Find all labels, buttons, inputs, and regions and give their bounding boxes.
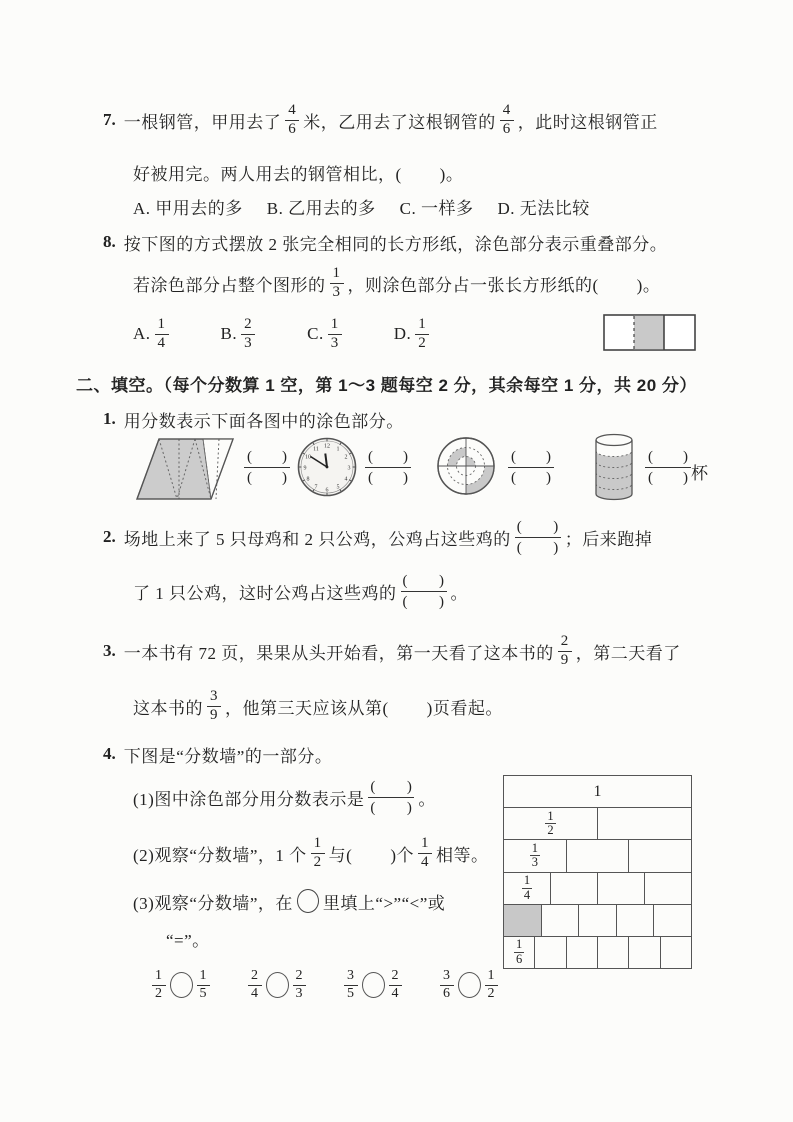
fill-in-circle bbox=[170, 972, 193, 998]
question-7-number: 7. bbox=[103, 110, 116, 129]
option-d: D. 无法比较 bbox=[497, 198, 590, 218]
question-4-line bbox=[103, 740, 332, 768]
option-d: D. $\frac{1}{2}$ bbox=[394, 316, 434, 352]
question-2-number: 2. bbox=[103, 527, 116, 546]
question-4-part-3: (3)观察“分数墙”，在 里填上“>”“<”或 bbox=[133, 886, 445, 916]
fraction-wall-diagram bbox=[503, 775, 692, 969]
question-2-line-2 bbox=[133, 566, 468, 616]
wall-label-1-3: 1 3 bbox=[531, 840, 538, 870]
question-1-number: 1. bbox=[103, 409, 116, 428]
fraction-2-9: $\frac{2}{9}$ bbox=[558, 633, 572, 669]
svg-text:10: 10 bbox=[305, 454, 311, 461]
cup-unit-label: 杯 bbox=[691, 463, 709, 483]
option-c: C. $\frac{1}{3}$ bbox=[307, 316, 346, 352]
question-3-line-1 bbox=[103, 626, 681, 676]
wall-row-6 bbox=[504, 936, 691, 968]
wall-row-3 bbox=[504, 839, 691, 871]
question-7-text: 米，乙用去了这根钢管的 bbox=[303, 112, 496, 132]
answer-blank-fraction: ( ) ( ) bbox=[244, 448, 290, 487]
question-3-text: ，他第三天应该从第( )页看起。 bbox=[225, 698, 503, 718]
comparison-item: $\frac{1}{2}$ $\frac{1}{5}$ bbox=[150, 968, 212, 1001]
answer-blank-fraction: ( ) ( ) bbox=[370, 778, 413, 816]
fraction-comparisons bbox=[150, 962, 500, 1008]
question-2-text: ；后来跑掉 bbox=[564, 529, 653, 549]
svg-text:1: 1 bbox=[336, 446, 340, 453]
wall-row-4 bbox=[504, 872, 691, 904]
answer-blank-fraction: ( ) ( ) bbox=[645, 448, 691, 487]
question-3-number: 3. bbox=[103, 641, 116, 660]
question-7-text: ，此时这根钢管正 bbox=[517, 112, 658, 132]
question-3-line-2 bbox=[133, 681, 503, 731]
question-4-part-2: (2)观察“分数墙”，1 个 $\frac{1}{2}$ 与( )个 $\frac{1}{4}$ 相等。 bbox=[133, 835, 489, 870]
svg-text:11: 11 bbox=[313, 446, 319, 453]
comparison-item: $\frac{3}{6}$ $\frac{1}{2}$ bbox=[438, 968, 500, 1001]
fraction-4-6: $\frac{4}{6}$ bbox=[500, 102, 514, 138]
question-7-options bbox=[133, 192, 590, 220]
option-b: B. 乙用去的多 bbox=[266, 198, 376, 218]
svg-text:5: 5 bbox=[336, 484, 340, 491]
answer-blank-fraction: ( ) ( ) bbox=[402, 572, 445, 610]
svg-text:8: 8 bbox=[306, 476, 310, 483]
question-7-text: 一根钢管，甲用去了 bbox=[123, 112, 282, 132]
wall-label-1-4: 1 4 bbox=[523, 872, 531, 902]
answer-blank-fraction: ( ) ( ) bbox=[516, 518, 559, 556]
wall-row-2 bbox=[504, 807, 691, 839]
svg-text:2: 2 bbox=[344, 454, 348, 461]
question-8-line-2 bbox=[133, 258, 660, 308]
question-8-text: ，则涂色部分占一张长方形纸的( )。 bbox=[347, 275, 661, 295]
question-4-number: 4. bbox=[103, 744, 116, 763]
option-b: B. $\frac{2}{3}$ bbox=[221, 316, 260, 352]
fraction-1-4: $\frac{1}{4}$ bbox=[418, 835, 432, 871]
comparison-item: $\frac{2}{4}$ $\frac{2}{3}$ bbox=[246, 968, 308, 1001]
question-8-line-1 bbox=[103, 228, 667, 256]
question-4-part-1: (1)图中涂色部分用分数表示是 ( ) ( ) 。 bbox=[133, 778, 436, 816]
question-1-text: 用分数表示下面各图中的涂色部分。 bbox=[123, 411, 404, 431]
svg-text:6: 6 bbox=[325, 487, 329, 494]
fill-in-circle bbox=[362, 972, 385, 998]
overlapping-rectangles-diagram bbox=[603, 314, 696, 351]
question-2-text: 。 bbox=[450, 583, 468, 603]
question-2-line-1 bbox=[103, 512, 652, 562]
wall-row-1 bbox=[504, 776, 691, 807]
section-2-header: 二、填空。（每个分数算 1 空，第 1～3 题每空 2 分，其余每空 1 分，共 20 分） bbox=[76, 375, 697, 395]
question-4-text: 下图是“分数墙”的一部分。 bbox=[123, 746, 333, 766]
question-3-text: ，第二天看了 bbox=[575, 643, 681, 663]
wall-shaded-cell bbox=[504, 905, 541, 936]
question-2-text: 场地上来了 5 只母鸡和 2 只公鸡，公鸡占这些鸡的 bbox=[123, 529, 511, 549]
shaded-parallelogram-diagram bbox=[133, 436, 235, 502]
question-7-line-1 bbox=[103, 96, 658, 144]
option-a: A. 甲用去的多 bbox=[133, 198, 243, 218]
wall-label-1-2: 1 2 bbox=[547, 808, 554, 838]
question-3-text: 一本书有 72 页，果果从头开始看，第一天看了这本书的 bbox=[123, 643, 554, 663]
question-1-line bbox=[103, 406, 404, 432]
wall-label-1: 1 bbox=[593, 782, 602, 800]
question-7-text: 好被用完。两人用去的钢管相比，( )。 bbox=[133, 164, 464, 184]
svg-text:3: 3 bbox=[347, 465, 351, 472]
question-7-line-2 bbox=[133, 158, 463, 186]
question-8-text: 按下图的方式摆放 2 张完全相同的长方形纸，涂色部分表示重叠部分。 bbox=[123, 234, 668, 254]
question-2-text: 了 1 只公鸡，这时公鸡占这些鸡的 bbox=[133, 583, 397, 603]
svg-text:9: 9 bbox=[303, 465, 307, 472]
option-c: C. 一样多 bbox=[399, 198, 474, 218]
cup-cylinder-diagram bbox=[592, 432, 636, 502]
wall-label-1-6: 1 6 bbox=[516, 937, 523, 966]
question-3-text: 这本书的 bbox=[133, 698, 203, 718]
option-a: A. $\frac{1}{4}$ bbox=[133, 316, 173, 352]
comparison-item: $\frac{3}{5}$ $\frac{2}{4}$ bbox=[342, 968, 404, 1001]
svg-text:12: 12 bbox=[324, 443, 330, 450]
fraction-4-6: $\frac{4}{6}$ bbox=[285, 102, 299, 138]
svg-text:7: 7 bbox=[314, 484, 318, 491]
fill-in-circle bbox=[266, 972, 289, 998]
fraction-3-9: $\frac{3}{9}$ bbox=[207, 688, 221, 724]
answer-blank-fraction: ( ) ( ) bbox=[508, 448, 554, 487]
concentric-rings-diagram bbox=[436, 436, 496, 496]
answer-blank-fraction: ( ) ( ) bbox=[365, 448, 411, 487]
question-8-number: 8. bbox=[103, 232, 116, 251]
clock-diagram bbox=[297, 436, 357, 498]
fraction-1-2: $\frac{1}{2}$ bbox=[311, 835, 325, 871]
question-8-text: 若涂色部分占整个图形的 bbox=[133, 275, 326, 295]
question-8-options bbox=[133, 311, 433, 357]
question-4-part-3-cont: “=”。 bbox=[166, 930, 210, 950]
fill-in-circle bbox=[458, 972, 481, 998]
fraction-1-3: $\frac{1}{3}$ bbox=[330, 265, 344, 301]
wall-row-5 bbox=[504, 904, 691, 936]
fill-in-circle bbox=[297, 889, 319, 913]
svg-text:4: 4 bbox=[344, 476, 348, 483]
